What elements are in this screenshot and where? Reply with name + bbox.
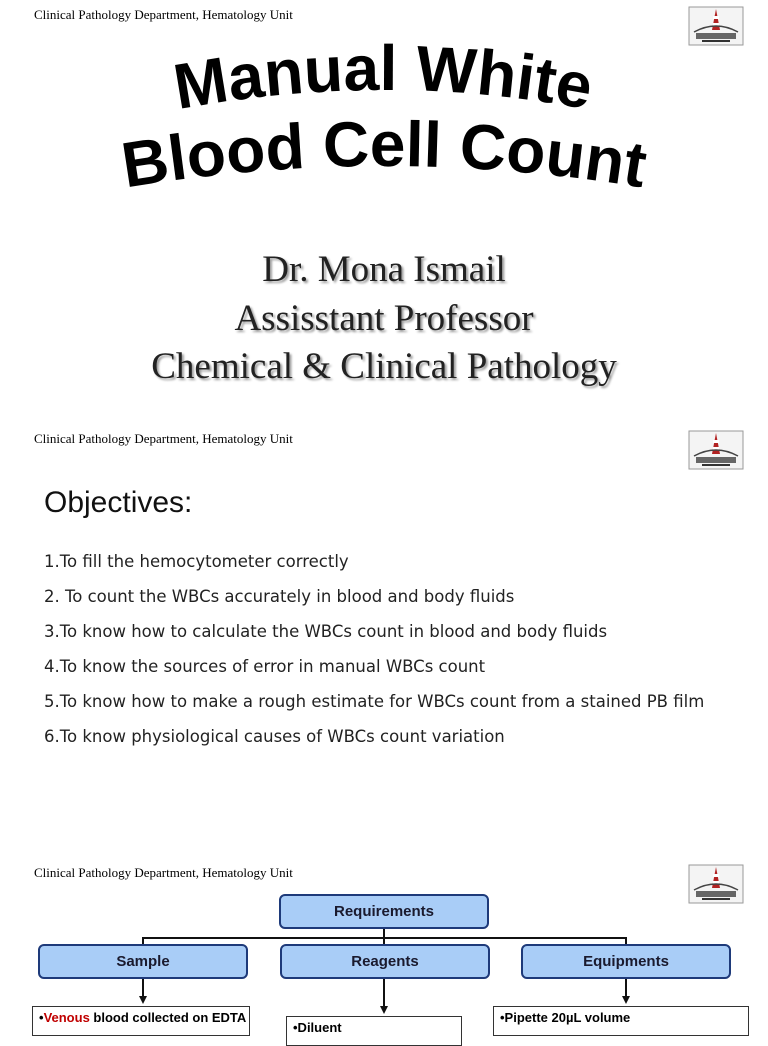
connector-line	[142, 979, 144, 997]
connector-line	[625, 979, 627, 997]
department-header: Clinical Pathology Department, Hematology Unit	[34, 7, 293, 22]
faculty-logo-icon	[688, 430, 744, 470]
sample-detail-text: blood collected on EDTA	[89, 1010, 247, 1025]
bullet: •	[39, 1010, 44, 1025]
reagents-box: Reagents	[280, 944, 490, 979]
arrow-down-icon	[380, 1006, 388, 1014]
requirements-slide	[0, 858, 768, 1035]
objective-item: 3.To know how to calculate the WBCs count in blood and body fluids	[44, 622, 608, 641]
objectives-title: Objectives:	[44, 486, 193, 519]
requirements-box: Requirements	[279, 894, 489, 929]
svg-text:Blood Cell Count	[117, 108, 652, 201]
title-slide	[0, 0, 768, 422]
objectives-slide	[0, 424, 768, 856]
objective-item: 6.To know physiological causes of WBCs count variation	[44, 727, 505, 746]
arrow-down-icon	[139, 996, 147, 1004]
sample-detail	[32, 1006, 250, 1036]
equipments-detail: •Pipette 20µL volume	[493, 1006, 749, 1036]
main-title	[0, 40, 768, 230]
objective-item: 2. To count the WBCs accurately in blood and body fluids	[44, 587, 515, 606]
connector-line	[383, 929, 385, 937]
equipments-box: Equipments	[521, 944, 731, 979]
author-title: Assisstant Professor	[234, 298, 534, 339]
sample-box: Sample	[38, 944, 248, 979]
arrow-down-icon	[622, 996, 630, 1004]
objective-item: 1.To fill the hemocytometer correctly	[44, 552, 349, 571]
department-header: Clinical Pathology Department, Hematology Unit	[34, 431, 293, 446]
objective-item: 5.To know how to make a rough estimate for WBCs count from a stained PB film	[44, 692, 705, 711]
objective-item: 4.To know the sources of error in manual WBCs count	[44, 657, 486, 676]
reagents-detail: •Diluent	[286, 1016, 462, 1046]
author-name: Dr. Mona Ismail	[262, 249, 506, 290]
department-header: Clinical Pathology Department, Hematology Unit	[34, 865, 293, 880]
faculty-logo-icon	[688, 864, 744, 904]
title-line-1: Manual White	[168, 40, 598, 124]
author-department: Chemical & Clinical Pathology	[151, 346, 617, 387]
venous-highlight: Venous	[43, 1010, 90, 1025]
connector-line	[383, 979, 385, 1007]
title-line-2: Blood Cell Count	[116, 107, 652, 202]
objectives-list	[44, 544, 704, 754]
